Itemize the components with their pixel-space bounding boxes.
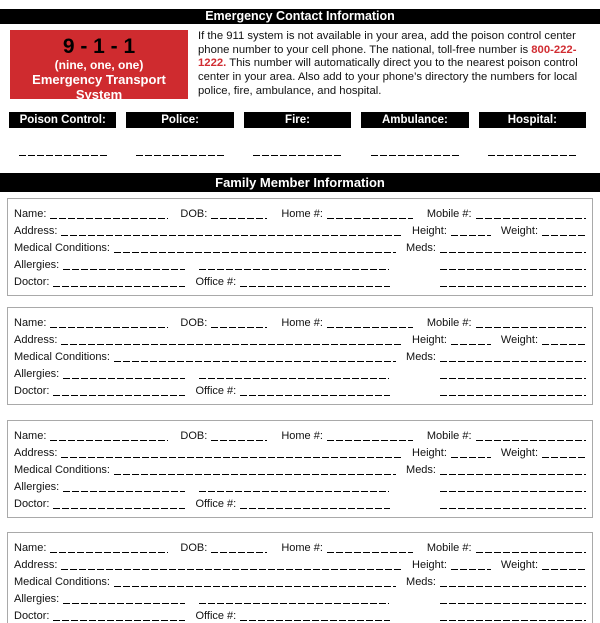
medical-conditions-blank-line[interactable] bbox=[114, 361, 396, 362]
meds-label: Meds: bbox=[406, 576, 436, 588]
doctor-label: Doctor: bbox=[14, 610, 50, 622]
office-phone-label: Office #: bbox=[195, 276, 237, 288]
contact-phone-blank-line[interactable] bbox=[19, 155, 107, 156]
home-phone-blank-line[interactable] bbox=[327, 327, 413, 328]
dob-label: DOB: bbox=[180, 317, 208, 329]
page-title: Emergency Contact Information bbox=[0, 9, 600, 24]
dob-blank-line[interactable] bbox=[211, 552, 267, 553]
medical-conditions-blank-line[interactable] bbox=[114, 474, 396, 475]
contact-phone-blank-line[interactable] bbox=[488, 155, 576, 156]
contact-label-bar: Ambulance: bbox=[361, 112, 468, 128]
emergency-number-words: (nine, one, one) bbox=[54, 58, 144, 72]
allergies-label: Allergies: bbox=[14, 481, 60, 493]
member-row-medical bbox=[14, 347, 586, 364]
home-phone-label: Home #: bbox=[281, 542, 323, 554]
medical-conditions-label: Medical Conditions: bbox=[14, 242, 110, 254]
dob-label: DOB: bbox=[180, 430, 208, 442]
height-blank-line[interactable] bbox=[451, 569, 491, 570]
member-row-name bbox=[14, 426, 586, 443]
allergies-continuation-line[interactable] bbox=[199, 269, 389, 270]
home-phone-blank-line[interactable] bbox=[327, 218, 413, 219]
dob-label: DOB: bbox=[180, 208, 208, 220]
member-row-name bbox=[14, 538, 586, 555]
contact-column bbox=[361, 112, 468, 156]
member-row-medical bbox=[14, 238, 586, 255]
emergency-911-box bbox=[10, 30, 188, 102]
allergies-label: Allergies: bbox=[14, 368, 60, 380]
contact-phone-blank-line[interactable] bbox=[253, 155, 341, 156]
doctor-blank-line[interactable] bbox=[53, 286, 185, 287]
weight-blank-line[interactable] bbox=[542, 235, 586, 236]
member-row-doctor bbox=[14, 272, 586, 289]
intro-section bbox=[10, 30, 590, 102]
member-row-doctor bbox=[14, 381, 586, 398]
height-label: Height: bbox=[412, 225, 447, 237]
family-section-title: Family Member Information bbox=[0, 173, 600, 192]
weight-label: Weight: bbox=[500, 225, 538, 237]
address-blank-line[interactable] bbox=[61, 457, 402, 458]
allergies-continuation-line[interactable] bbox=[199, 378, 389, 379]
intro-paragraph bbox=[198, 30, 590, 99]
doctor-blank-line[interactable] bbox=[53, 620, 185, 621]
dob-blank-line[interactable] bbox=[211, 327, 267, 328]
height-blank-line[interactable] bbox=[451, 344, 491, 345]
mobile-phone-label: Mobile #: bbox=[426, 430, 472, 442]
mobile-phone-blank-line[interactable] bbox=[476, 218, 586, 219]
weight-label: Weight: bbox=[500, 334, 538, 346]
member-row-address bbox=[14, 443, 586, 460]
family-members-list bbox=[7, 198, 593, 623]
contact-column bbox=[126, 112, 233, 156]
address-label: Address: bbox=[14, 225, 58, 237]
home-phone-label: Home #: bbox=[281, 208, 323, 220]
name-blank-line[interactable] bbox=[50, 327, 168, 328]
mobile-phone-blank-line[interactable] bbox=[476, 327, 586, 328]
office-phone-blank-line[interactable] bbox=[240, 620, 390, 621]
mobile-phone-blank-line[interactable] bbox=[476, 440, 586, 441]
height-label: Height: bbox=[412, 559, 447, 571]
allergies-label: Allergies: bbox=[14, 259, 60, 271]
height-blank-line[interactable] bbox=[451, 235, 491, 236]
contact-column bbox=[9, 112, 116, 156]
name-label: Name: bbox=[14, 542, 47, 554]
allergies-continuation-line[interactable] bbox=[199, 603, 389, 604]
allergies-blank-line[interactable] bbox=[63, 378, 185, 379]
member-row-allergies bbox=[14, 255, 586, 272]
weight-blank-line[interactable] bbox=[542, 457, 586, 458]
mobile-phone-label: Mobile #: bbox=[426, 317, 472, 329]
meds-continuation-line-1[interactable] bbox=[440, 378, 586, 379]
contact-label-bar: Hospital: bbox=[479, 112, 586, 128]
allergies-label: Allergies: bbox=[14, 593, 60, 605]
meds-continuation-line-1[interactable] bbox=[440, 603, 586, 604]
member-row-doctor bbox=[14, 494, 586, 511]
contact-column bbox=[244, 112, 351, 156]
dob-label: DOB: bbox=[180, 542, 208, 554]
member-row-address bbox=[14, 330, 586, 347]
member-row-medical bbox=[14, 460, 586, 477]
doctor-label: Doctor: bbox=[14, 498, 50, 510]
height-blank-line[interactable] bbox=[451, 457, 491, 458]
contact-label-bar: Poison Control: bbox=[9, 112, 116, 128]
weight-blank-line[interactable] bbox=[542, 569, 586, 570]
meds-continuation-line-1[interactable] bbox=[440, 269, 586, 270]
address-blank-line[interactable] bbox=[61, 235, 402, 236]
emergency-subtitle: Emergency Transport System bbox=[32, 72, 166, 102]
allergies-blank-line[interactable] bbox=[63, 269, 185, 270]
contact-label-bar: Fire: bbox=[244, 112, 351, 128]
member-row-name bbox=[14, 313, 586, 330]
home-phone-blank-line[interactable] bbox=[327, 552, 413, 553]
member-row-name bbox=[14, 204, 586, 221]
meds-blank-line[interactable] bbox=[440, 252, 586, 253]
name-label: Name: bbox=[14, 208, 47, 220]
member-row-medical bbox=[14, 572, 586, 589]
doctor-label: Doctor: bbox=[14, 276, 50, 288]
meds-blank-line[interactable] bbox=[440, 474, 586, 475]
meds-continuation-line-2[interactable] bbox=[440, 508, 586, 509]
office-phone-label: Office #: bbox=[195, 610, 237, 622]
medical-conditions-label: Medical Conditions: bbox=[14, 576, 110, 588]
medical-conditions-blank-line[interactable] bbox=[114, 586, 396, 587]
name-label: Name: bbox=[14, 317, 47, 329]
home-phone-label: Home #: bbox=[281, 317, 323, 329]
emergency-contacts-row bbox=[9, 112, 586, 156]
family-member-block bbox=[7, 420, 593, 518]
address-label: Address: bbox=[14, 559, 58, 571]
medical-conditions-label: Medical Conditions: bbox=[14, 351, 110, 363]
weight-label: Weight: bbox=[500, 559, 538, 571]
member-row-doctor bbox=[14, 606, 586, 623]
allergies-continuation-line[interactable] bbox=[199, 491, 389, 492]
meds-label: Meds: bbox=[406, 464, 436, 476]
dob-blank-line[interactable] bbox=[211, 218, 267, 219]
meds-continuation-line-2[interactable] bbox=[440, 286, 586, 287]
office-phone-label: Office #: bbox=[195, 385, 237, 397]
meds-continuation-line-2[interactable] bbox=[440, 620, 586, 621]
intro-text-after: This number will automatically direct you to the nearest poison control center in your area. Also add to your phone’s directory the numbers for local police, fire, ambulance, and hospital. bbox=[198, 57, 578, 97]
meds-blank-line[interactable] bbox=[440, 361, 586, 362]
contact-label-bar: Police: bbox=[126, 112, 233, 128]
contact-column bbox=[479, 112, 586, 156]
address-blank-line[interactable] bbox=[61, 569, 402, 570]
name-label: Name: bbox=[14, 430, 47, 442]
home-phone-blank-line[interactable] bbox=[327, 440, 413, 441]
intro-text-before: If the 911 system is not available in your area, add the poison control center phone number to your cell phone. The national, toll-free number is bbox=[198, 30, 576, 56]
meds-label: Meds: bbox=[406, 242, 436, 254]
family-member-block bbox=[7, 307, 593, 405]
emergency-number: 9 - 1 - 1 bbox=[62, 35, 136, 58]
address-label: Address: bbox=[14, 447, 58, 459]
mobile-phone-blank-line[interactable] bbox=[476, 552, 586, 553]
office-phone-blank-line[interactable] bbox=[240, 395, 390, 396]
weight-label: Weight: bbox=[500, 447, 538, 459]
contact-phone-blank-line[interactable] bbox=[136, 155, 224, 156]
address-label: Address: bbox=[14, 334, 58, 346]
doctor-blank-line[interactable] bbox=[53, 395, 185, 396]
member-row-allergies bbox=[14, 589, 586, 606]
name-blank-line[interactable] bbox=[50, 552, 168, 553]
meds-continuation-line-2[interactable] bbox=[440, 395, 586, 396]
mobile-phone-label: Mobile #: bbox=[426, 208, 472, 220]
member-row-allergies bbox=[14, 477, 586, 494]
height-label: Height: bbox=[412, 447, 447, 459]
family-member-block bbox=[7, 198, 593, 296]
medical-conditions-label: Medical Conditions: bbox=[14, 464, 110, 476]
weight-blank-line[interactable] bbox=[542, 344, 586, 345]
family-member-block bbox=[7, 532, 593, 623]
name-blank-line[interactable] bbox=[50, 440, 168, 441]
mobile-phone-label: Mobile #: bbox=[426, 542, 472, 554]
doctor-blank-line[interactable] bbox=[53, 508, 185, 509]
meds-label: Meds: bbox=[406, 351, 436, 363]
name-blank-line[interactable] bbox=[50, 218, 168, 219]
contact-phone-blank-line[interactable] bbox=[371, 155, 459, 156]
meds-blank-line[interactable] bbox=[440, 586, 586, 587]
address-blank-line[interactable] bbox=[61, 344, 402, 345]
allergies-blank-line[interactable] bbox=[63, 491, 185, 492]
height-label: Height: bbox=[412, 334, 447, 346]
office-phone-blank-line[interactable] bbox=[240, 508, 390, 509]
dob-blank-line[interactable] bbox=[211, 440, 267, 441]
member-row-address bbox=[14, 221, 586, 238]
meds-continuation-line-1[interactable] bbox=[440, 491, 586, 492]
medical-conditions-blank-line[interactable] bbox=[114, 252, 396, 253]
doctor-label: Doctor: bbox=[14, 385, 50, 397]
member-row-allergies bbox=[14, 364, 586, 381]
member-row-address bbox=[14, 555, 586, 572]
poison-control-phone-number: 800-222-1222. bbox=[198, 43, 577, 70]
allergies-blank-line[interactable] bbox=[63, 603, 185, 604]
home-phone-label: Home #: bbox=[281, 430, 323, 442]
office-phone-blank-line[interactable] bbox=[240, 286, 390, 287]
office-phone-label: Office #: bbox=[195, 498, 237, 510]
